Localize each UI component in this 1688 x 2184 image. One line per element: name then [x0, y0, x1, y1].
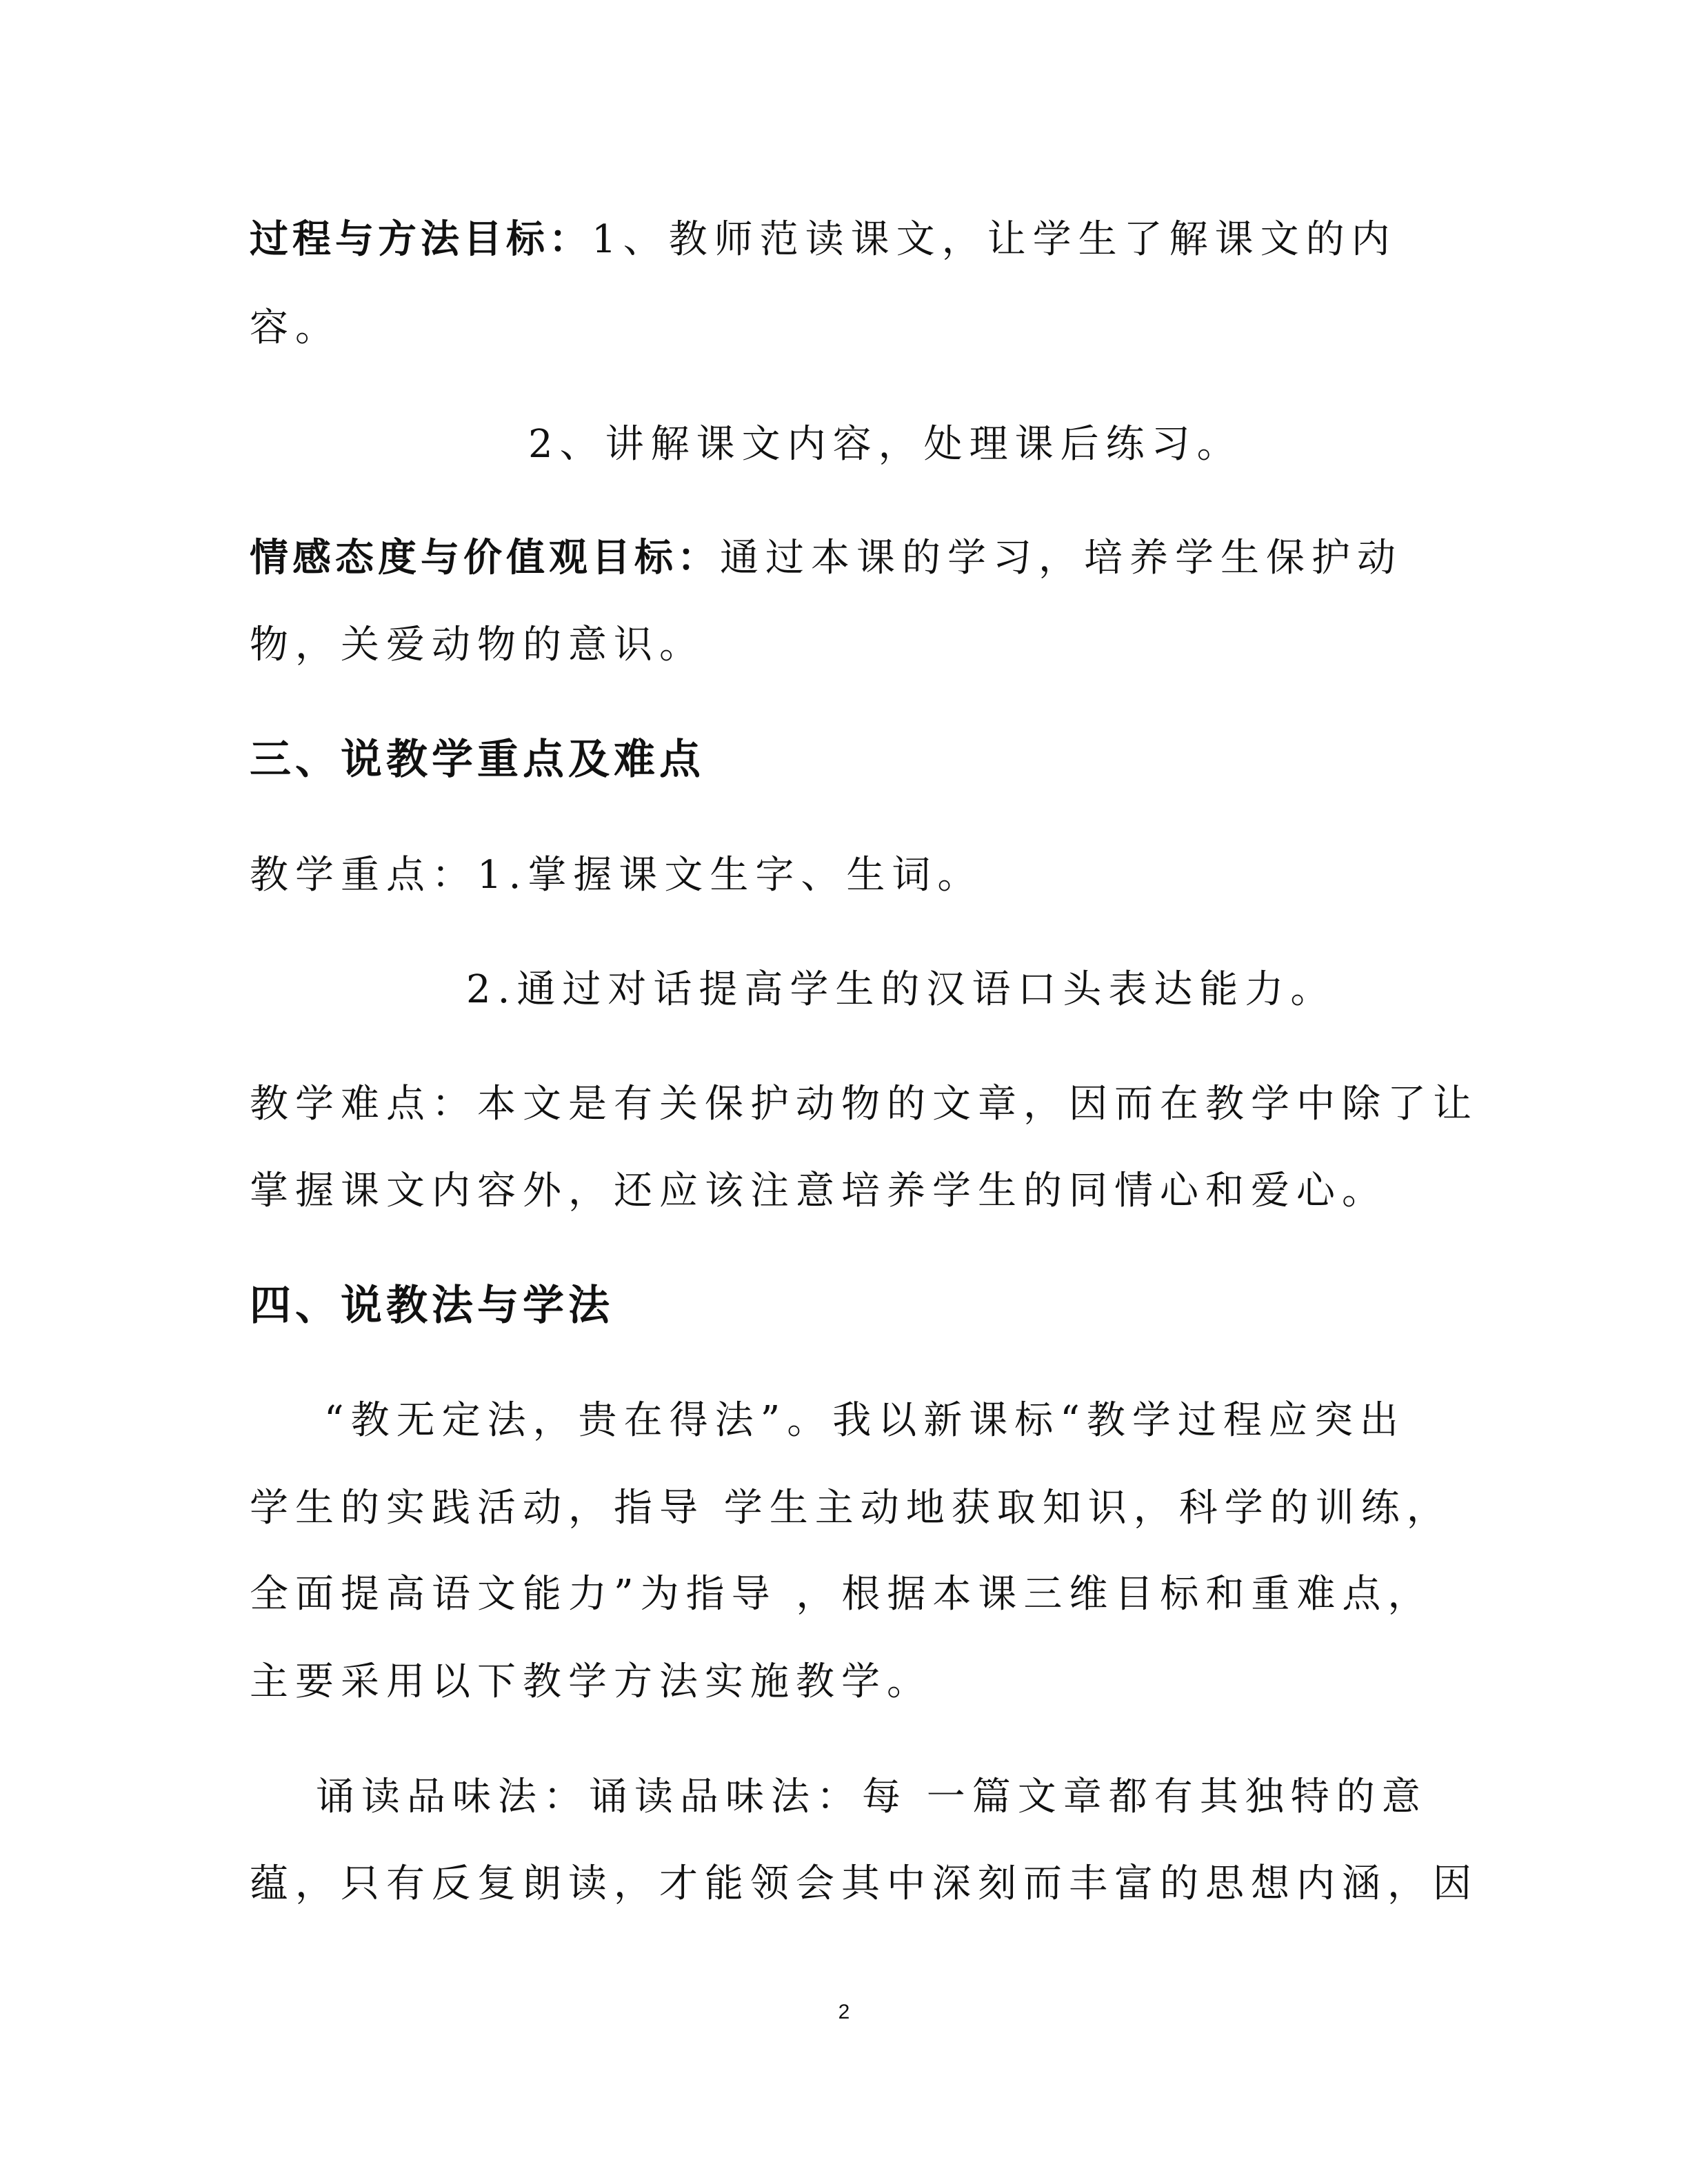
section-heading-3: 三、说教学重点及难点: [250, 736, 705, 784]
process-goal-line-2: 容。: [250, 305, 341, 350]
page-number: 2: [838, 2001, 850, 2023]
teaching-difficulty-line-1: 教学难点：本文是有关保护动物的文章，因而在教学中除了让: [250, 1082, 1478, 1126]
teaching-difficulty-line-2: 掌握课文内容外，还应该注意培养学生的同情心和爱心。: [250, 1169, 1387, 1213]
method-paragraph-line-3: 全面提高语文能力”为指导 ，根据本课三维目标和重难点，: [250, 1572, 1434, 1617]
teaching-focus-2: 2.通过对话提高学生的汉语口头表达能力。: [466, 967, 1336, 1012]
method-paragraph-line-2: 学生的实践活动，指导 学生主动地获取知识，科学的训练，: [250, 1486, 1452, 1530]
method-paragraph-line-1: “教无定法，贵在得法”。我以新课标“教学过程应突出: [324, 1398, 1405, 1443]
emotion-goal-line-1: [250, 534, 1403, 583]
teaching-focus-1: 教学重点：1.掌握课文生字、生词。: [250, 853, 983, 898]
method-paragraph-line-4: 主要采用以下教学方法实施教学。: [250, 1659, 932, 1704]
process-goal-item-2: 2、讲解课文内容，处理课后练习。: [528, 422, 1243, 467]
reading-method-line-1: 诵读品味法：诵读品味法：每 一篇文章都有其独特的意: [316, 1775, 1427, 1819]
emotion-goal-line-2: 物，关爱动物的意识。: [250, 623, 705, 667]
process-goal-label: 过程与方法目标：: [250, 217, 592, 262]
emotion-goal-text-1: 通过本课的学习，培养学生保护动: [720, 536, 1403, 580]
process-goal-line-1: [250, 216, 1397, 264]
reading-method-line-2: 蕴，只有反复朗读，才能领会其中深刻而丰富的思想内涵，因: [250, 1861, 1478, 1906]
emotion-goal-label: 情感态度与价值观目标：: [250, 536, 720, 580]
section-heading-4: 四、说教法与学法: [250, 1282, 614, 1330]
process-goal-text-1: 1、教师范读课文，让学生了解课文的内: [592, 217, 1397, 262]
